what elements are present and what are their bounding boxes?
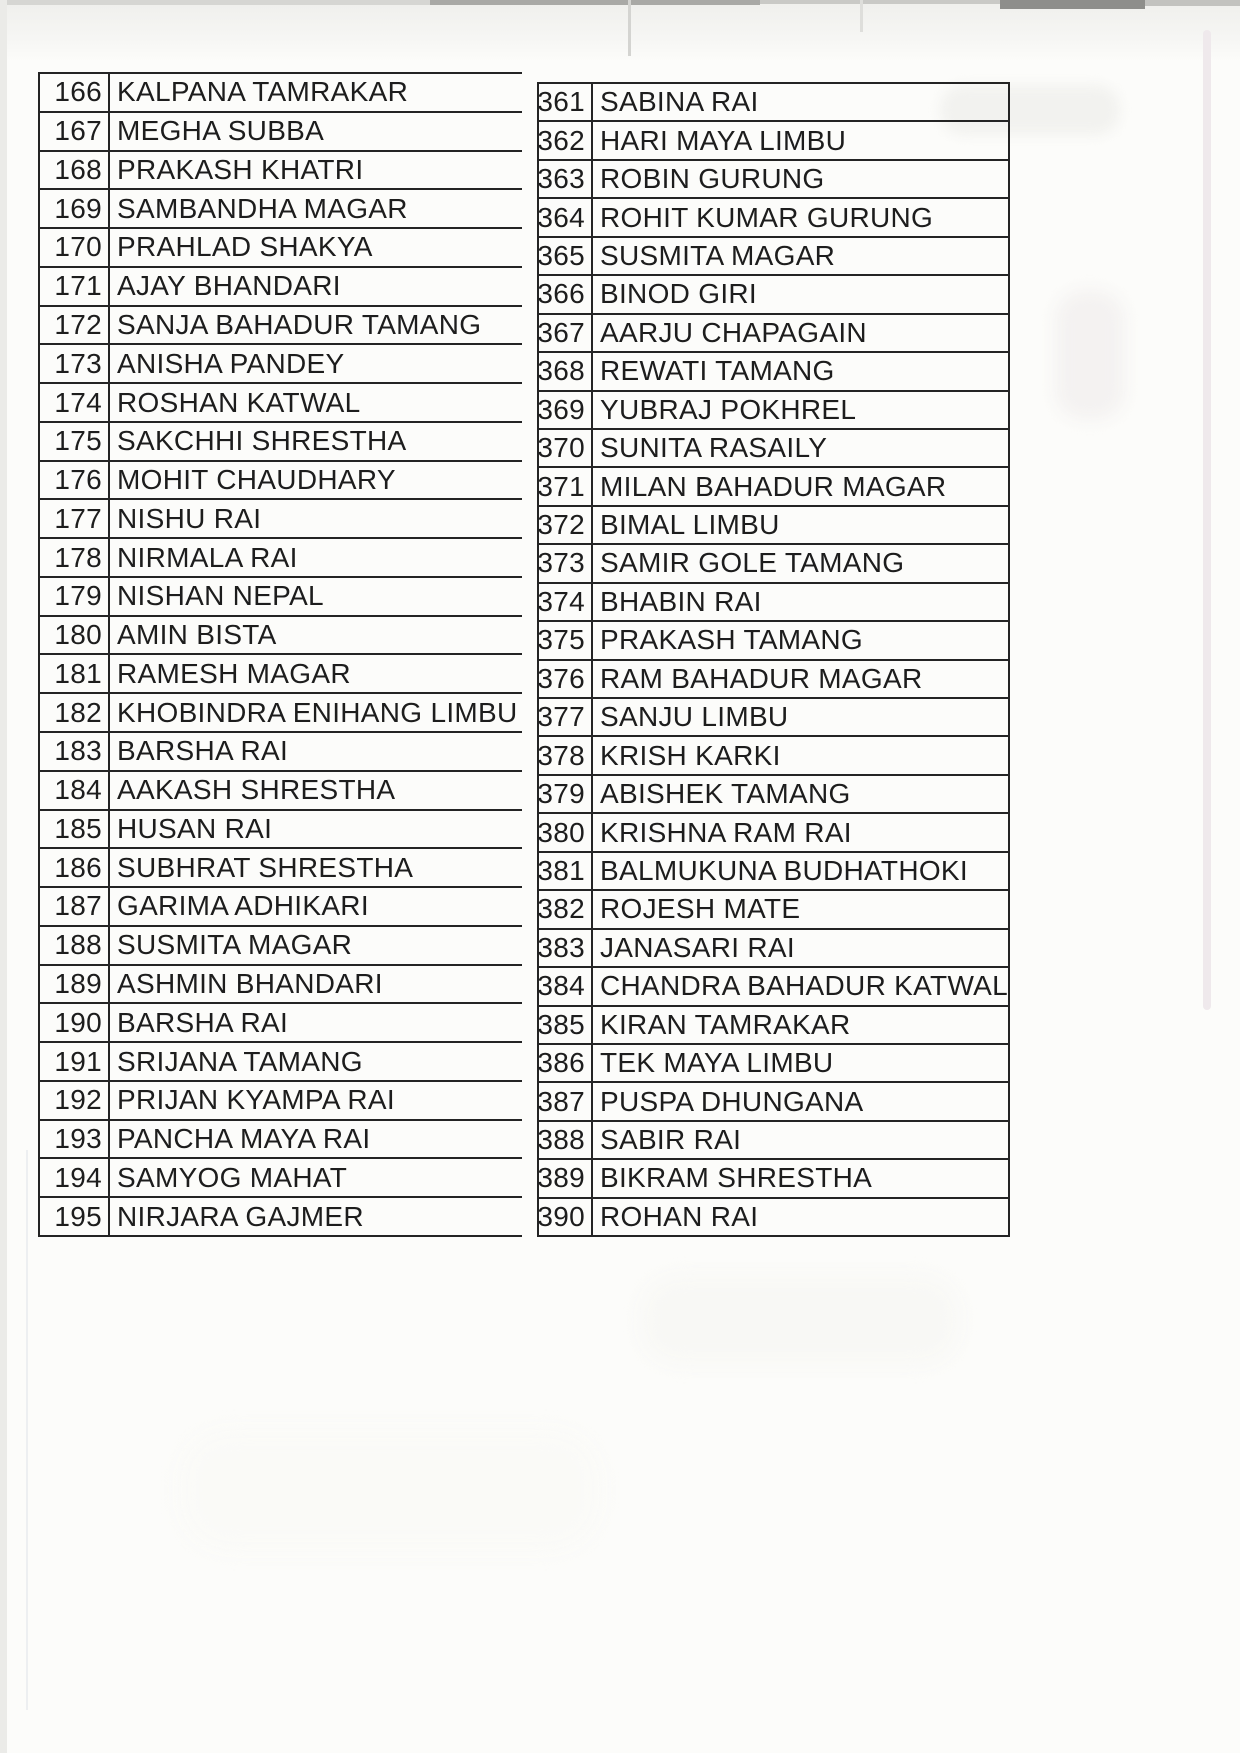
serial-number-cell: 188 [38,927,110,964]
name-cell: HUSAN RAI [117,812,273,844]
serial-number-cell: 191 [38,1043,110,1080]
serial-number-cell: 182 [38,694,110,731]
name-cell: REWATI TAMANG [593,353,1010,389]
serial-number-cell: 365 [537,238,593,274]
serial-number-cell: 370 [537,430,593,466]
table-row [537,968,1010,1006]
table-row [38,307,522,346]
name-cell: CHANDRA BAHADUR KATWAL [593,968,1010,1004]
serial-number-cell: 361 [537,84,593,120]
table-row [38,500,522,539]
scan-artifact-top-edge [1000,0,1145,9]
serial-number-cell: 194 [38,1159,110,1196]
scan-artifact-smudge [180,1430,600,1550]
name-cell: KALPANA TAMRAKAR [117,76,409,108]
serial-number-cell: 387 [537,1083,593,1119]
scan-artifact-left-edge [0,0,7,1753]
table-row [537,199,1010,237]
serial-number-cell: 363 [537,161,593,197]
table-row [38,190,522,229]
table-row [537,853,1010,891]
serial-number-cell: 170 [38,229,110,266]
name-cell: NIRJARA GAJMER [117,1200,364,1232]
table-row [38,811,522,850]
name-cell: BARSHA RAI [117,735,289,767]
table-row [537,161,1010,199]
serial-number-cell: 372 [537,507,593,543]
scan-artifact-top-edge [1145,0,1240,6]
name-cell: TEK MAYA LIMBU [593,1045,1010,1081]
table-row [38,384,522,423]
name-cell: SANJU LIMBU [593,699,1010,735]
serial-number-cell: 173 [38,345,110,382]
serial-number-cell: 381 [537,853,593,889]
name-cell: PRIJAN KYAMPA RAI [117,1084,395,1116]
table-row [537,353,1010,391]
scan-artifact-top-edge [760,0,1000,4]
name-cell: MOHIT CHAUDHARY [117,464,396,496]
name-cell: ROJESH MATE [593,891,1010,927]
serial-number-cell: 185 [38,811,110,848]
name-cell: NIRMALA RAI [117,541,298,573]
name-cell: SAMIR GOLE TAMANG [593,545,1010,581]
name-cell: PRAKASH KHATRI [117,153,364,185]
serial-number-cell: 187 [38,888,110,925]
table-row [38,152,522,191]
name-cell: ROSHAN KATWAL [117,386,361,418]
table-row [38,1004,522,1043]
table-row [38,1159,522,1198]
serial-number-cell: 180 [38,617,110,654]
serial-number-cell: 184 [38,772,110,809]
serial-number-cell: 386 [537,1045,593,1081]
name-cell: GARIMA ADHIKARI [117,890,369,922]
serial-number-cell: 195 [38,1198,110,1235]
name-cell: AJAY BHANDARI [117,270,341,302]
name-cell: SUSMITA MAGAR [117,929,353,961]
serial-number-cell: 371 [537,468,593,504]
table-row [537,814,1010,852]
name-cell: ANISHA PANDEY [117,347,345,379]
table-row [38,927,522,966]
scan-artifact-vertical-line [628,0,631,56]
name-cell: JANASARI RAI [593,930,1010,966]
table-row [537,622,1010,660]
scan-artifact-top-edge [0,0,430,5]
serial-number-cell: 175 [38,423,110,460]
scan-artifact-smudge [1055,290,1125,420]
serial-number-cell: 176 [38,462,110,499]
name-cell: SAMYOG MAHAT [117,1161,348,1193]
name-cell: SAMBANDHA MAGAR [117,192,408,224]
table-row [38,423,522,462]
name-cell: AMIN BISTA [117,619,277,651]
name-cell: PRAHLAD SHAKYA [117,231,373,263]
serial-number-cell: 174 [38,384,110,421]
serial-number-cell: 374 [537,584,593,620]
name-cell: MEGHA SUBBA [117,115,325,147]
name-cell: SRIJANA TAMANG [117,1045,363,1077]
serial-number-cell: 377 [537,699,593,735]
serial-number-cell: 382 [537,891,593,927]
name-cell: BARSHA RAI [117,1006,289,1038]
name-cell: BIMAL LIMBU [593,507,1010,543]
serial-number-cell: 181 [38,655,110,692]
table-row [537,1007,1010,1045]
serial-number-cell: 167 [38,113,110,150]
name-cell: HARI MAYA LIMBU [593,122,1010,158]
serial-number-cell: 172 [38,307,110,344]
table-row [537,1122,1010,1160]
name-cell: RAM BAHADUR MAGAR [593,661,1010,697]
table-row [537,507,1010,545]
name-cell: MILAN BAHADUR MAGAR [593,468,1010,504]
name-cell: KRISH KARKI [593,737,1010,773]
serial-number-cell: 389 [537,1160,593,1196]
roster-table-left [38,72,522,1237]
serial-number-cell: 189 [38,966,110,1003]
serial-number-cell: 179 [38,578,110,615]
name-cell: PANCHA MAYA RAI [117,1123,371,1155]
table-row [537,315,1010,353]
name-cell: NISHU RAI [117,502,262,534]
serial-number-cell: 373 [537,545,593,581]
scan-artifact-top-band [0,0,1240,62]
table-row [537,776,1010,814]
name-cell: KHOBINDRA ENIHANG LIMBU [117,696,518,728]
name-cell: SABINA RAI [593,84,1010,120]
table-row [38,733,522,772]
serial-number-cell: 375 [537,622,593,658]
scan-artifact-smudge [640,1275,960,1365]
name-cell: SUNITA RASAILY [593,430,1010,466]
serial-number-cell: 193 [38,1121,110,1158]
name-cell: KRISHNA RAM RAI [593,814,1010,850]
roster-table-right [537,82,1010,1237]
name-cell: PRAKASH TAMANG [593,622,1010,658]
table-row [38,229,522,268]
table-row [38,1082,522,1121]
table-row [537,276,1010,314]
table-row [537,891,1010,929]
table-row [537,661,1010,699]
serial-number-cell: 178 [38,539,110,576]
table-row [537,699,1010,737]
serial-number-cell: 190 [38,1004,110,1041]
serial-number-cell: 168 [38,152,110,189]
table-row [38,462,522,501]
name-cell: BIKRAM SHRESTHA [593,1160,1010,1196]
table-row [38,1121,522,1160]
table-row [38,72,522,113]
name-cell: ROHAN RAI [593,1199,1010,1235]
table-row [38,694,522,733]
serial-number-cell: 186 [38,849,110,886]
table-row [38,113,522,152]
name-cell: YUBRAJ POKHREL [593,392,1010,428]
table-row [537,545,1010,583]
name-cell: PUSPA DHUNGANA [593,1083,1010,1119]
table-row [38,539,522,578]
serial-number-cell: 367 [537,315,593,351]
serial-number-cell: 380 [537,814,593,850]
name-cell: SANJA BAHADUR TAMANG [117,308,482,340]
table-row [38,1043,522,1082]
serial-number-cell: 376 [537,661,593,697]
name-cell: SUBHRAT SHRESTHA [117,851,414,883]
name-cell: AAKASH SHRESTHA [117,774,396,806]
serial-number-cell: 364 [537,199,593,235]
table-row [38,966,522,1005]
table-row [537,468,1010,506]
name-cell: BHABIN RAI [593,584,1010,620]
table-row [38,849,522,888]
table-row [537,1160,1010,1198]
serial-number-cell: 390 [537,1199,593,1235]
name-cell: SUSMITA MAGAR [593,238,1010,274]
name-cell: ASHMIN BHANDARI [117,967,383,999]
table-row [537,122,1010,160]
table-row [38,268,522,307]
serial-number-cell: 183 [38,733,110,770]
serial-number-cell: 368 [537,353,593,389]
scan-artifact-top-edge [430,0,760,5]
name-cell: KIRAN TAMRAKAR [593,1007,1010,1043]
table-row [38,578,522,617]
name-cell: BINOD GIRI [593,276,1010,312]
name-cell: SAKCHHI SHRESTHA [117,425,407,457]
name-cell: AARJU CHAPAGAIN [593,315,1010,351]
table-row [537,584,1010,622]
table-row [38,888,522,927]
serial-number-cell: 383 [537,930,593,966]
name-cell: ABISHEK TAMANG [593,776,1010,812]
table-row [38,617,522,656]
serial-number-cell: 378 [537,737,593,773]
serial-number-cell: 171 [38,268,110,305]
table-row [537,737,1010,775]
name-cell: BALMUKUNA BUDHATHOKI [593,853,1010,889]
table-row [38,1198,522,1237]
table-row [537,930,1010,968]
table-row [537,82,1010,122]
serial-number-cell: 369 [537,392,593,428]
serial-number-cell: 166 [38,74,110,111]
serial-number-cell: 366 [537,276,593,312]
table-row [537,1045,1010,1083]
table-row [38,772,522,811]
scan-artifact-left-edge-line [26,1150,28,1710]
name-cell: SABIR RAI [593,1122,1010,1158]
name-cell: ROHIT KUMAR GURUNG [593,199,1010,235]
name-cell: NISHAN NEPAL [117,580,324,612]
table-row [537,1199,1010,1237]
table-row [537,238,1010,276]
serial-number-cell: 177 [38,500,110,537]
serial-number-cell: 385 [537,1007,593,1043]
table-row [38,345,522,384]
scan-artifact-right-band [1203,30,1211,1010]
serial-number-cell: 384 [537,968,593,1004]
name-cell: RAMESH MAGAR [117,657,351,689]
table-row [537,430,1010,468]
name-cell: ROBIN GURUNG [593,161,1010,197]
scan-artifact-vertical-line [860,0,863,32]
serial-number-cell: 379 [537,776,593,812]
serial-number-cell: 169 [38,190,110,227]
table-row [537,392,1010,430]
table-row [38,655,522,694]
table-row [537,1083,1010,1121]
serial-number-cell: 388 [537,1122,593,1158]
serial-number-cell: 362 [537,122,593,158]
serial-number-cell: 192 [38,1082,110,1119]
